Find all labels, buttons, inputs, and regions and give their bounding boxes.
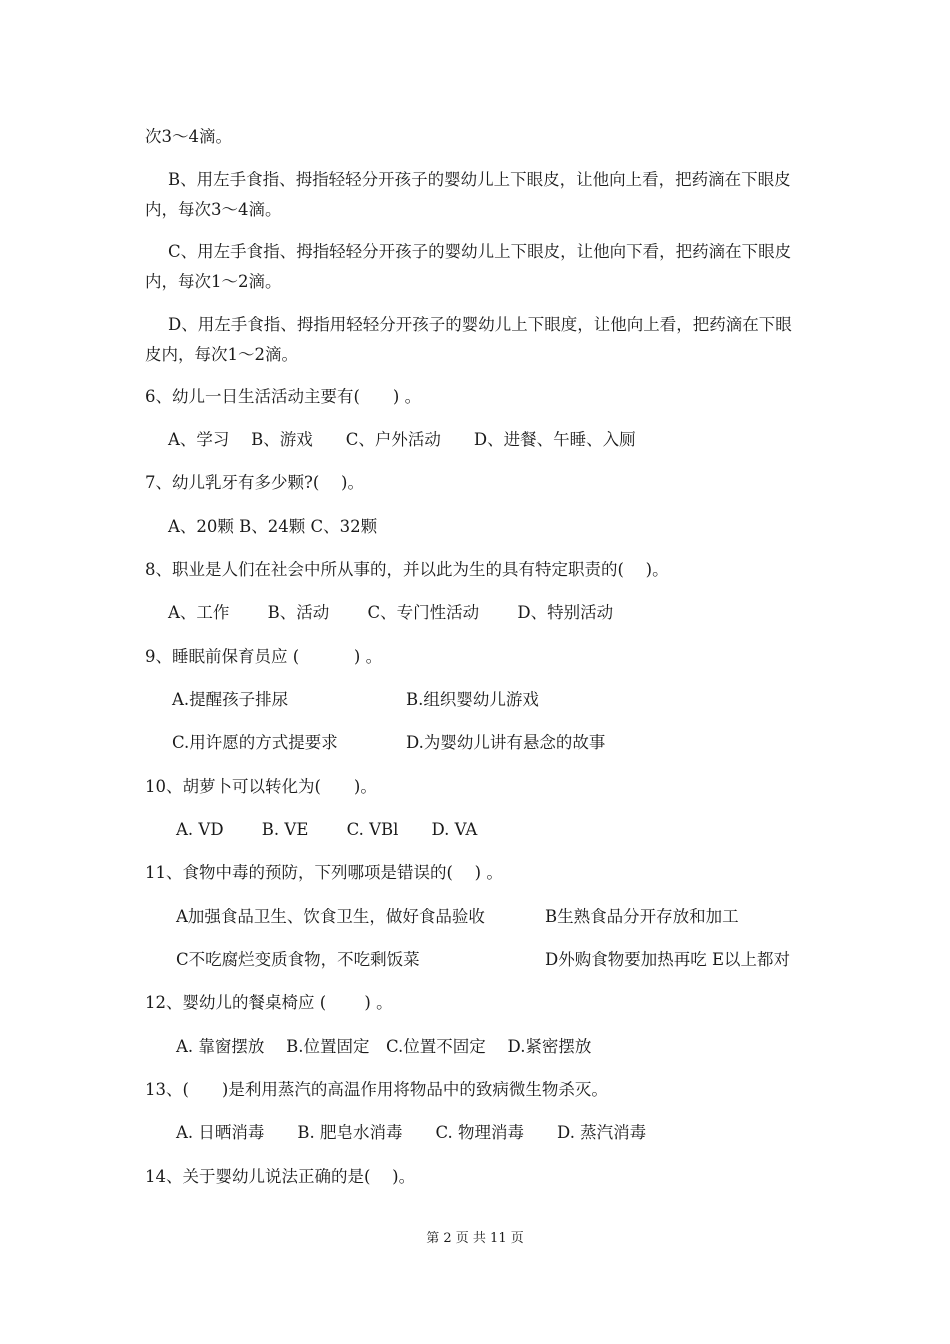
question-11-option-d: D外购食物要加热再吃 E以上都对 xyxy=(545,950,791,969)
question-11-option-a: A加强食品卫生、饮食卫生，做好食品验收 xyxy=(176,907,485,926)
question-6-options: A、学习 B、游戏 C、户外活动 D、进餐、午睡、入厕 xyxy=(168,430,636,449)
option-d-line2: 皮内，每次1～2滴。 xyxy=(145,345,298,364)
question-11: 11、食物中毒的预防，下列哪项是错误的( ) 。 xyxy=(145,863,503,882)
option-b-line2: 内，每次3～4滴。 xyxy=(145,200,282,219)
question-13-options: A. 日晒消毒 B. 肥皂水消毒 C. 物理消毒 D. 蒸汽消毒 xyxy=(176,1123,647,1142)
question-8-options: A、工作 B、活动 C、专门性活动 D、特别活动 xyxy=(168,603,614,622)
question-9-option-a: A.提醒孩子排尿 xyxy=(172,690,289,709)
question-12-options: A. 靠窗摆放 B.位置固定 C.位置不固定 D.紧密摆放 xyxy=(176,1037,592,1056)
page-footer: 第 2 页 共 11 页 xyxy=(426,1231,524,1246)
text-line: 次3～4滴。 xyxy=(145,127,232,146)
question-10-options: A. VD B. VE C. VBl D. VA xyxy=(176,820,478,839)
question-7: 7、幼儿乳牙有多少颗?( )。 xyxy=(145,473,364,492)
question-9-option-c: C.用许愿的方式提要求 xyxy=(172,733,338,752)
question-7-options: A、20颗 B、24颗 C、32颗 xyxy=(168,517,378,536)
question-11-option-b: B生熟食品分开存放和加工 xyxy=(545,907,739,926)
option-b-line1: B、用左手食指、拇指轻轻分开孩子的婴幼儿上下眼皮，让他向上看，把药滴在下眼皮 xyxy=(168,170,791,189)
question-6: 6、幼儿一日生活活动主要有( ) 。 xyxy=(145,387,422,406)
question-10: 10、胡萝卜可以转化为( )。 xyxy=(145,777,377,796)
option-c-line2: 内，每次1～2滴。 xyxy=(145,272,282,291)
question-9-option-d: D.为婴幼儿讲有悬念的故事 xyxy=(406,733,606,752)
question-14: 14、关于婴幼儿说法正确的是( )。 xyxy=(145,1167,416,1186)
option-c-line1: C、用左手食指、拇指轻轻分开孩子的婴幼儿上下眼皮，让他向下看，把药滴在下眼皮 xyxy=(168,242,792,261)
question-8: 8、职业是人们在社会中所从事的，并以此为生的具有特定职责的( )。 xyxy=(145,560,669,579)
question-9: 9、睡眠前保育员应 ( ) 。 xyxy=(145,647,383,666)
question-12: 12、婴幼儿的餐桌椅应 ( ) 。 xyxy=(145,993,393,1012)
question-13: 13、( )是利用蒸汽的高温作用将物品中的致病微生物杀灭。 xyxy=(145,1080,608,1099)
question-9-option-b: B.组织婴幼儿游戏 xyxy=(406,690,539,709)
option-d-line1: D、用左手食指、拇指用轻轻分开孩子的婴幼儿上下眼度，让他向上看，把药滴在下眼 xyxy=(168,315,792,334)
question-11-option-c: C不吃腐烂变质食物，不吃剩饭菜 xyxy=(176,950,420,969)
